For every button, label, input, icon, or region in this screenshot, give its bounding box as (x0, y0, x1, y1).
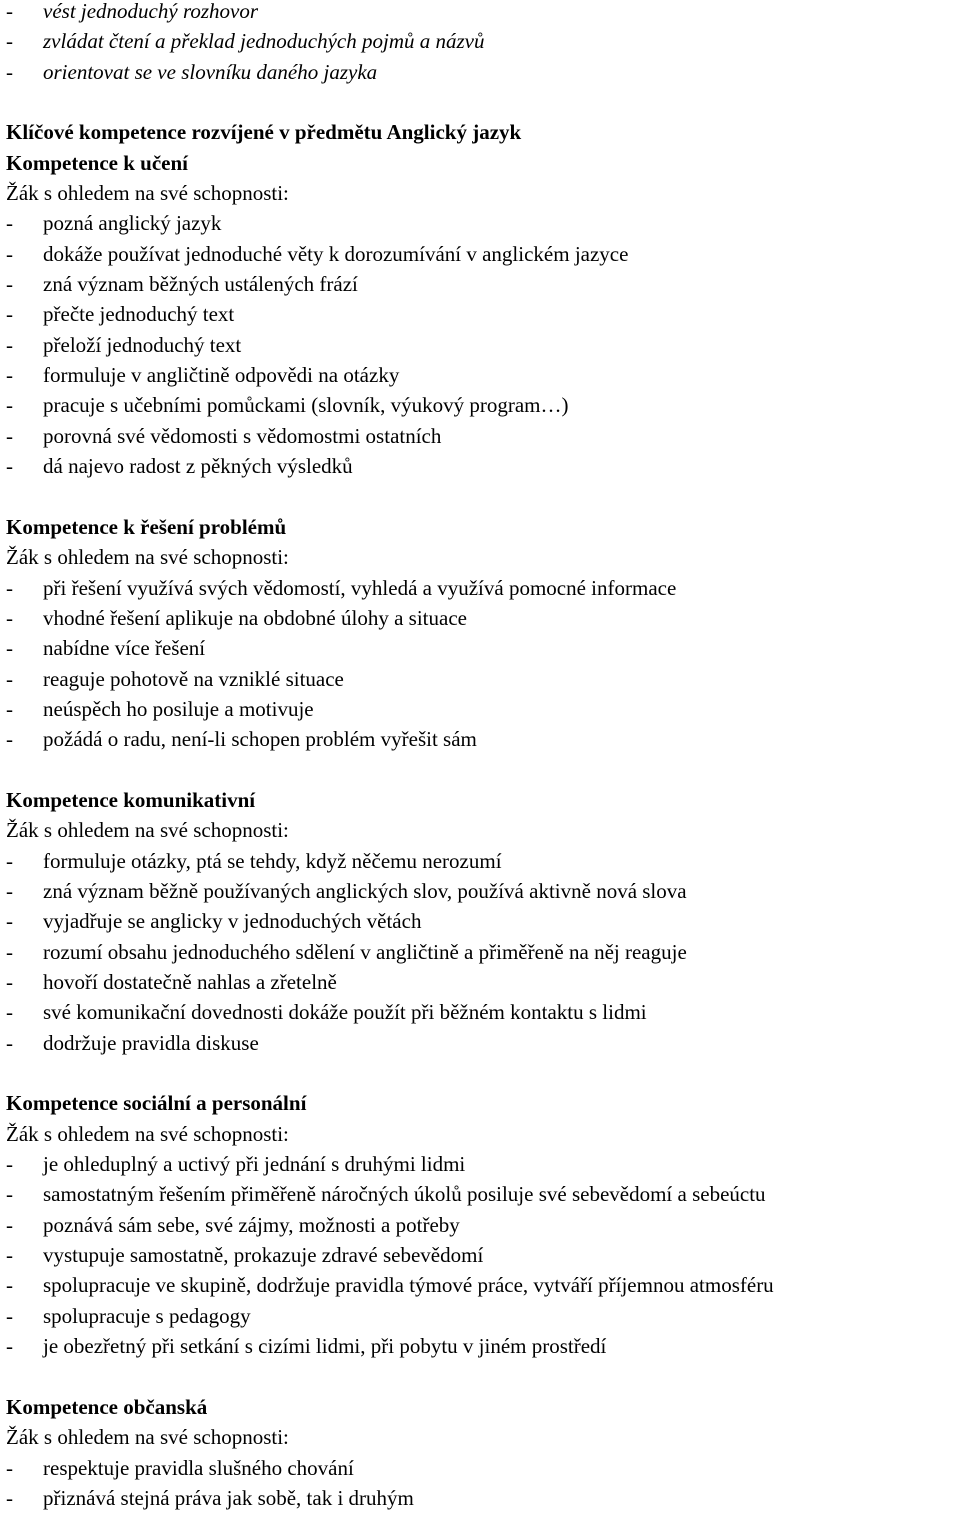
list-item-text: spolupracuje ve skupině, dodržuje pravidla týmové práce, vytváří příjemnou atmosféru (43, 1273, 774, 1298)
list-item (6, 906, 960, 936)
section-intro: Žák s ohledem na své schopnosti: (6, 818, 289, 843)
section-intro: Žák s ohledem na své schopnosti: (6, 545, 289, 570)
list-item (6, 876, 960, 906)
section-heading: Kompetence sociální a personální (6, 1091, 307, 1116)
list-item-text: zvládat čtení a překlad jednoduchých pojmů a názvů (43, 29, 485, 54)
document-page (6, 0, 960, 1513)
list-item (6, 1179, 960, 1209)
bullet-dash: - (6, 636, 13, 661)
spacer (6, 755, 960, 785)
list-item-text: dá najevo radost z pěkných výsledků (43, 454, 353, 479)
list-item (6, 573, 960, 603)
list-item (6, 1270, 960, 1300)
bullet-dash: - (6, 970, 13, 994)
bullet-dash: - (6, 696, 13, 721)
bullet-dash: - (6, 605, 13, 630)
list-item-text: porovná své vědomosti s vědomostmi ostatních (43, 423, 442, 448)
bullet-dash: - (6, 1030, 13, 1055)
list-item-text: reaguje pohotově na vzniklé situace (43, 666, 344, 691)
bullet-dash: - (6, 1182, 13, 1207)
bullet-dash: - (6, 727, 13, 752)
list-item-text: samostatným řešením přiměřeně náročných úkolů posiluje své sebevědomí a sebeúctu (43, 1182, 766, 1207)
spacer (6, 482, 960, 512)
bullet-dash: - (6, 59, 13, 84)
list-item (6, 1331, 960, 1361)
list-item (6, 1240, 960, 1270)
list-item-text: vést jednoduchý rozhovor (43, 0, 259, 23)
list-item (6, 997, 960, 1027)
list-item (6, 1210, 960, 1240)
list-item (6, 1483, 960, 1513)
list-item-text: rozumí obsahu jednoduchého sdělení v angličtině a přiměřeně na něj reaguje (43, 939, 687, 964)
list-item (6, 390, 960, 420)
list-item-text: orientovat se ve slovníku daného jazyka (43, 59, 378, 84)
section-heading: Kompetence k učení (6, 150, 188, 175)
list-item (6, 239, 960, 269)
list-item (6, 1028, 960, 1058)
bullet-dash: - (6, 302, 13, 327)
spacer (6, 1058, 960, 1088)
bullet-dash: - (6, 423, 13, 448)
list-item-text: vystupuje samostatně, prokazuje zdravé sebevědomí (43, 1243, 484, 1268)
list-item (6, 1301, 960, 1331)
bullet-dash: - (6, 241, 13, 266)
list-item-text: hovoří dostatečně nahlas a zřetelně (43, 970, 337, 994)
section-communicative (6, 785, 960, 1058)
list-item-text: je obezřetný při setkání s cizími lidmi, při pobytu v jiném prostředí (43, 1334, 607, 1359)
list-item (6, 967, 960, 997)
list-item-text: dokáže používat jednoduché věty k dorozumívání v anglickém jazyce (43, 241, 629, 266)
list-item-text: nabídne více řešení (43, 636, 206, 661)
list-item (6, 330, 960, 360)
bullet-dash: - (6, 1212, 13, 1237)
list-item-text: respektuje pravidla slušného chování (43, 1455, 354, 1480)
list-item-text: dodržuje pravidla diskuse (43, 1030, 259, 1055)
spacer (6, 87, 960, 117)
list-item (6, 451, 960, 481)
section-heading: Kompetence k řešení problémů (6, 514, 287, 539)
list-item (6, 208, 960, 238)
bullet-dash: - (6, 848, 13, 873)
bullet-dash: - (6, 1303, 13, 1328)
section-social-personal (6, 1088, 960, 1361)
bullet-dash: - (6, 1273, 13, 1298)
list-item (6, 724, 960, 754)
list-item-text: vyjadřuje se anglicky v jednoduchých větách (43, 909, 422, 934)
list-item (6, 57, 960, 87)
list-item (6, 1453, 960, 1483)
list-item (6, 694, 960, 724)
bullet-dash: - (6, 1455, 13, 1480)
list-item-text: přečte jednoduchý text (43, 302, 235, 327)
list-item-text: je ohleduplný a uctivý při jednání s druhými lidmi (43, 1152, 466, 1177)
list-item-text: pozná anglický jazyk (43, 211, 222, 236)
bullet-dash: - (6, 1334, 13, 1359)
bullet-dash: - (6, 575, 13, 600)
bullet-dash: - (6, 29, 13, 54)
section-heading: Kompetence komunikativní (6, 787, 256, 812)
list-item-text: požádá o radu, není-li schopen problém vyřešit sám (43, 727, 477, 752)
list-item (6, 603, 960, 633)
list-item-text: vhodné řešení aplikuje na obdobné úlohy a situace (43, 605, 467, 630)
bullet-dash: - (6, 909, 13, 934)
list-item-text: poznává sám sebe, své zájmy, možnosti a potřeby (43, 1212, 460, 1237)
bullet-dash: - (6, 878, 13, 903)
list-item-text: pracuje s učebními pomůckami (slovník, výukový program…) (43, 393, 569, 418)
list-item-text: spolupracuje s pedagogy (43, 1303, 251, 1328)
bullet-dash: - (6, 1485, 13, 1510)
list-item-text: formuluje otázky, ptá se tehdy, když něčemu nerozumí (43, 848, 502, 873)
bullet-dash: - (6, 363, 13, 388)
bullet-dash: - (6, 454, 13, 479)
list-item-text: zná význam běžných ustálených frází (43, 272, 358, 297)
list-item (6, 26, 960, 56)
list-item (6, 664, 960, 694)
section-heading: Kompetence občanská (6, 1394, 208, 1419)
section-intro: Žák s ohledem na své schopnosti: (6, 1425, 289, 1450)
list-item (6, 299, 960, 329)
bullet-dash: - (6, 1152, 13, 1177)
bullet-dash: - (6, 272, 13, 297)
list-item-text: formuluje v angličtině odpovědi na otázky (43, 363, 400, 388)
list-item (6, 633, 960, 663)
list-item (6, 421, 960, 451)
bullet-dash: - (6, 939, 13, 964)
bullet-dash: - (6, 0, 13, 23)
list-item (6, 269, 960, 299)
list-item (6, 1149, 960, 1179)
section-intro: Žák s ohledem na své schopnosti: (6, 1121, 289, 1146)
bullet-dash: - (6, 1000, 13, 1025)
list-item-text: přiznává stejná práva jak sobě, tak i druhým (43, 1485, 414, 1510)
list-item-text: své komunikační dovednosti dokáže použít při běžném kontaktu s lidmi (43, 1000, 647, 1025)
list-item (6, 846, 960, 876)
bullet-dash: - (6, 393, 13, 418)
list-item-text: při řešení využívá svých vědomostí, vyhledá a využívá pomocné informace (43, 575, 677, 600)
section-learning (6, 148, 960, 482)
list-item (6, 937, 960, 967)
section-problem-solving (6, 512, 960, 755)
bullet-dash: - (6, 666, 13, 691)
list-item (6, 360, 960, 390)
bullet-dash: - (6, 332, 13, 357)
list-item (6, 0, 960, 26)
bullet-dash: - (6, 211, 13, 236)
spacer (6, 1361, 960, 1391)
list-item-text: zná význam běžně používaných anglických slov, používá aktivně nová slova (43, 878, 687, 903)
list-item-text: přeloží jednoduchý text (43, 332, 242, 357)
bullet-dash: - (6, 1243, 13, 1268)
section-intro: Žák s ohledem na své schopnosti: (6, 181, 289, 206)
intro-list (6, 0, 960, 87)
main-heading: Klíčové kompetence rozvíjené v předmětu Anglický jazyk (6, 120, 522, 145)
list-item-text: neúspěch ho posiluje a motivuje (43, 696, 314, 721)
section-civic (6, 1392, 960, 1513)
